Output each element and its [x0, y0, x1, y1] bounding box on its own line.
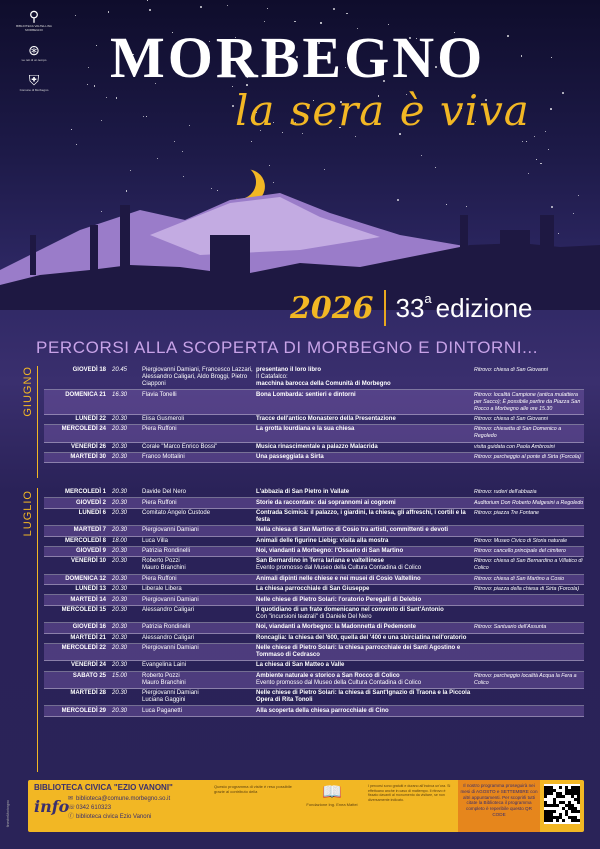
- event-meeting-point: Ritrovo: chiesa di San Giovanni: [474, 415, 548, 422]
- event-speaker: Flavia Tonelli: [142, 391, 177, 398]
- event-meeting-point: Ritrovo: chiesa di San Martino a Cosio: [474, 575, 565, 582]
- event-meeting-point: Ritrovo: chiesa di San Bernardino a Villatico di Colico: [474, 558, 583, 572]
- email-icon: ✉: [68, 796, 74, 802]
- event-title: [256, 444, 474, 451]
- seal-icon: ⊛: [28, 42, 40, 58]
- event-title: [256, 510, 474, 524]
- star: [294, 21, 296, 23]
- month-label-july: LUGLIO: [22, 490, 34, 537]
- event-day: MARTEDÌ 14: [70, 596, 106, 603]
- event-title: [256, 576, 474, 583]
- event-meeting-point: Ritrovo: Museo Civico di Storia naturale: [474, 537, 568, 544]
- event-time: 15.00: [112, 672, 128, 679]
- event-time: 20.30: [112, 645, 128, 652]
- star: [130, 170, 131, 171]
- event-title: [256, 416, 474, 423]
- event-speaker: Patrizia Rondinelli: [142, 548, 191, 555]
- schedule-row: [44, 575, 584, 585]
- event-day: DOMENICA 12: [65, 575, 106, 582]
- event-day: LUNEDÌ 22: [75, 415, 106, 422]
- month-label-june: GIUGNO: [22, 366, 34, 417]
- star: [232, 105, 234, 107]
- schedule-row: [44, 537, 584, 547]
- event-meeting-point: Ritrovo: parcheggio al ponte di Sirta (Forcola): [474, 454, 581, 461]
- star: [562, 92, 564, 94]
- contact-list: [68, 795, 170, 822]
- star: [108, 11, 109, 12]
- star: [146, 116, 147, 117]
- event-meeting-point: [474, 690, 584, 704]
- event-meeting-point: Ritrovo: località Campione (antica mulattiera per Sacco); È possibile partire da Piazza San Rocco a Morbegno alle ore 15.30: [474, 391, 581, 412]
- event-meeting-point: Ritrovo: chiesetta di San Domenico a Regoledo: [474, 426, 562, 440]
- event-time: 20.30: [112, 624, 128, 631]
- event-title-main: Musica rinascimentale a palazzo Malacrida: [256, 443, 378, 450]
- event-title-main: presentano il loro libro: [256, 367, 322, 374]
- event-day: MARTEDÌ 28: [70, 690, 106, 697]
- event-day: VENERDÌ 24: [70, 662, 106, 669]
- event-day: LUNEDÌ 13: [75, 586, 106, 593]
- event-title-main: Nelle chiese di Pietro Solari: la chiesa di Sant'Ignazio di Traona e la Piccola Opera di Rita Tonoli: [256, 690, 471, 704]
- program-continues-note: Il nostro programma proseguirà nei mesi di AGOSTO e SETTEMBRE con altri appuntamenti. Per scoprirli tutti citate la Biblioteca il programma completo è reperibile questo QR CODE: [458, 780, 540, 832]
- event-title-main: La grotta lourdiana e la sua chiesa: [256, 426, 355, 433]
- event-title: [256, 392, 474, 413]
- star: [333, 8, 335, 10]
- event-title: [256, 690, 474, 704]
- event-day: MARTEDÌ 30: [70, 454, 106, 461]
- star: [143, 116, 144, 117]
- star: [182, 151, 183, 152]
- event-title-main: Alla scoperta della chiesa parrocchiale di Cino: [256, 707, 389, 714]
- event-title: [256, 500, 474, 507]
- event-meeting-point: Ritrovo: chiesa di San Giovanni: [474, 367, 548, 374]
- star: [189, 125, 190, 126]
- event-meeting-point: Ritrovo: cancello principale del cimitero: [474, 548, 566, 555]
- event-title-main: Contrada Scimicà: il palazzo, i giardini, la chiesa, gli affreschi, i cortili e la festa: [256, 509, 466, 523]
- qr-module: [553, 810, 556, 813]
- event-day: MARTEDÌ 21: [70, 634, 106, 641]
- library-name: BIBLIOTECA CIVICA "EZIO VANONI": [34, 783, 173, 792]
- star: [75, 15, 76, 16]
- event-time: 20.30: [112, 415, 128, 422]
- event-day: MERCOLEDÌ 1: [64, 489, 106, 496]
- event-meeting-point: visita guidata con Paola Ambrosini: [474, 443, 555, 450]
- event-title: [256, 454, 474, 461]
- event-day: MERCOLEDÌ 22: [61, 645, 106, 652]
- schedule-row: [44, 595, 584, 605]
- event-title-main: Il quotidiano di un frate domenicano nel convento di Sant'Antonio: [256, 606, 444, 613]
- event-day: GIOVEDÌ 2: [75, 499, 106, 506]
- star: [355, 136, 356, 137]
- event-title: [256, 538, 474, 545]
- event-meeting-point: [474, 597, 584, 604]
- event-meeting-point: [474, 527, 584, 534]
- star: [227, 5, 228, 6]
- schedule-row: [44, 488, 584, 498]
- coat-of-arms-icon: ⛨: [28, 72, 40, 88]
- event-day: MERCOLEDÌ 29: [61, 707, 106, 714]
- info-label: info: [34, 797, 70, 816]
- event-title-main: Bona Lombarda: sentieri e dintorni: [256, 391, 356, 398]
- event-title: [256, 708, 474, 715]
- event-title: [256, 624, 474, 631]
- star: [324, 169, 325, 170]
- star: [551, 57, 552, 58]
- event-time: 20.30: [112, 499, 128, 506]
- event-meeting-point: Ritrovo: parcheggio località Acqua la Fera a Colico: [474, 672, 577, 686]
- event-title-main: La chiesa parrocchiale di San Giuseppe: [256, 586, 370, 593]
- event-title-main: Nelle chiese di Pietro Solari: la chiesa parrocchiale dei Santi Agostino e Tommaso di Cedrasco: [256, 645, 461, 659]
- star: [534, 136, 535, 137]
- event-speaker: Liberale Libera: [142, 586, 182, 593]
- qr-module: [550, 819, 553, 822]
- schedule-row: [44, 547, 584, 557]
- schedule-row: [44, 453, 584, 463]
- event-time: 20.30: [112, 606, 128, 613]
- event-meeting-point: Ritrovo: piazza della chiesa di Sirta (Forcola): [474, 586, 580, 593]
- event-day: GIOVEDÌ 16: [72, 624, 106, 631]
- event-meeting-point: Auditorium Don Roberto Malgesini a Regoledo: [474, 499, 584, 506]
- star: [435, 167, 436, 168]
- event-day: GIOVEDÌ 18: [72, 367, 106, 374]
- star: [87, 84, 88, 85]
- event-title: [256, 426, 474, 440]
- schedule-row: [44, 390, 584, 414]
- star: [526, 141, 527, 142]
- event-speaker: Luca Paganetti: [142, 707, 183, 714]
- event-speaker: Piergiovanni Damiani Luciana Gaggini: [142, 690, 199, 704]
- event-time: 20.30: [112, 509, 128, 516]
- qr-module: [559, 786, 562, 789]
- event-title: [256, 548, 474, 555]
- event-meeting-point: Ritrovo: ruderi dell'abbazia: [474, 489, 537, 496]
- event-day: VENERDÌ 10: [70, 558, 106, 565]
- schedule-row: [44, 366, 584, 390]
- event-meeting-point: [474, 645, 584, 659]
- event-day: SABATO 25: [72, 672, 106, 679]
- qr-module: [556, 819, 559, 822]
- event-title: [256, 586, 474, 593]
- library-phone[interactable]: 0342 610323: [76, 805, 112, 811]
- star: [157, 158, 158, 159]
- event-speaker: Piergiovanni Damiani, Francesco Lazzari, Alessandro Caligari, Aldo Broggi, Pietro Ciapponi: [142, 367, 253, 388]
- star: [149, 9, 151, 11]
- star: [76, 144, 77, 145]
- partner-logos: [14, 8, 54, 102]
- schedule-row: [44, 661, 584, 671]
- schedule-row: [44, 415, 584, 425]
- event-speaker: Comitato Angelo Custode: [142, 509, 211, 516]
- event-day: VENERDÌ 26: [70, 443, 106, 450]
- event-title-main: Nelle chiese di Pietro Solari: l'oratorio Peregalli di Delebio: [256, 596, 422, 603]
- event-title-note: Evento promosso dal Museo della Cultura Contadina di Colico: [256, 679, 422, 686]
- event-day: MARTEDÌ 7: [73, 527, 106, 534]
- qr-module: [556, 804, 559, 807]
- schedule-row: [44, 557, 584, 574]
- event-title-main: Animali delle figurine Liebig: visita alla mostra: [256, 537, 389, 544]
- star: [106, 97, 107, 98]
- event-title: [256, 635, 474, 642]
- event-speaker: Roberto Pozzi Mauro Branchini: [142, 558, 186, 572]
- star: [507, 35, 509, 37]
- qr-module: [577, 810, 580, 813]
- event-title-extra: macchina barocca della Comunità di Morbegno: [256, 381, 391, 388]
- event-title-main: Una passeggiata a Sirta: [256, 454, 324, 461]
- event-title-note: Il Catafalco:: [256, 374, 288, 381]
- event-day: DOMENICA 21: [65, 391, 106, 398]
- event-day: GIOVEDÌ 9: [75, 548, 106, 555]
- event-meeting-point: [474, 708, 584, 715]
- event-time: 20.30: [112, 634, 128, 641]
- event-time: 20.30: [112, 558, 128, 565]
- star: [147, 0, 148, 1]
- event-title: [256, 527, 474, 534]
- event-title-main: Noi, viandanti a Morbegno: la Madonnetta di Pedemonte: [256, 624, 417, 631]
- event-meeting-point: Ritrovo: piazza Tre Fontane: [474, 509, 539, 516]
- star: [522, 141, 523, 142]
- event-title-main: Storie da raccontare: dai soprannomi ai cognomi: [256, 499, 396, 506]
- event-title-note: Con "incursioni teatrali" di Daniele Del Nero: [256, 613, 372, 620]
- qr-module: [562, 819, 565, 822]
- star: [71, 129, 72, 130]
- event-title-main: L'abbazia di San Pietro in Vallate: [256, 489, 350, 496]
- event-speaker: Alessandro Caligari: [142, 634, 195, 641]
- library-logo: ⚲ BIBLIOTECA VALTELLINA MORBEGNO: [14, 8, 54, 32]
- event-time: 18.00: [112, 537, 128, 544]
- star: [174, 141, 175, 142]
- schedule-row: [44, 706, 584, 716]
- qr-module: [550, 792, 553, 795]
- star: [116, 97, 118, 99]
- event-time: 20.30: [112, 443, 128, 450]
- event-speaker: Corale "Marco Enrico Bossi": [142, 443, 218, 450]
- star: [200, 6, 202, 8]
- event-title-main: Roncaglia: la chiesa del '600, quella del '400 e una sbirciatina nell'oratorio: [256, 634, 467, 641]
- event-speaker: Piera Ruffoni: [142, 575, 177, 582]
- event-title: [256, 558, 474, 572]
- schedule-row: [44, 425, 584, 442]
- event-title-main: Nella chiesa di San Martino di Cosio tra artisti, committenti e devoti: [256, 527, 449, 534]
- library-email[interactable]: biblioteca@comune.morbegno.so.it: [76, 796, 171, 802]
- event-time: 20.30: [112, 548, 128, 555]
- event-meeting-point: [474, 635, 584, 642]
- qr-module: [577, 819, 580, 822]
- poster-title: MORBEGNO: [110, 25, 486, 90]
- event-time: 20.45: [112, 367, 128, 374]
- edition-number: 33: [395, 292, 425, 323]
- rete-logo: ⊛ Le reti di un tempo: [14, 42, 54, 62]
- phone-icon: ☏: [68, 805, 76, 811]
- event-speaker: Evangelina Laini: [142, 662, 187, 669]
- event-time: 20.30: [112, 426, 128, 433]
- star: [550, 108, 552, 110]
- edition-divider: [384, 290, 386, 326]
- edition-banner: [290, 290, 533, 326]
- event-time: 16.30: [112, 391, 128, 398]
- qr-module: [577, 801, 580, 804]
- library-social[interactable]: biblioteca civica Ezio Vanoni: [76, 814, 152, 820]
- event-speaker: Piergiovanni Damiani: [142, 596, 199, 603]
- month-divider-july: [37, 488, 38, 772]
- event-speaker: Davide Del Nero: [142, 489, 187, 496]
- qr-module: [544, 795, 547, 798]
- visit-notes: I percorsi sono gratuiti e durano all'incirca un'ora. Si effettuano anche in caso di maltempo. Il ritrovo è fissato davanti al monumento da visitare, se non diversamente indicato.: [368, 784, 451, 802]
- library-logo-icon: ⚲: [28, 8, 40, 24]
- schedule-row: [44, 498, 584, 508]
- event-day: LUNEDÌ 6: [78, 509, 106, 516]
- schedule-row: [44, 606, 584, 623]
- star: [521, 55, 522, 56]
- event-speaker: Piera Ruffoni: [142, 426, 177, 433]
- star: [267, 8, 268, 9]
- event-title-main: San Bernardino in Terra lariana e valtellinese: [256, 558, 384, 565]
- star: [94, 85, 95, 86]
- event-title-main: La chiesa di San Matteo a Valle: [256, 662, 345, 669]
- star: [346, 13, 347, 14]
- schedule-row: [44, 672, 584, 689]
- schedule-row: [44, 509, 584, 526]
- event-time: 20.30: [112, 527, 128, 534]
- footer-info-box: [28, 780, 584, 832]
- event-speaker: Piergiovanni Damiani: [142, 527, 199, 534]
- event-day: MERCOLEDÌ 15: [61, 606, 106, 613]
- qr-code[interactable]: [544, 784, 580, 824]
- event-title-note: Evento promosso dal Museo della Cultura Contadina di Colico: [256, 565, 422, 572]
- star: [545, 131, 547, 133]
- event-title: [256, 673, 474, 687]
- schedule-row: [44, 623, 584, 633]
- event-title: [256, 597, 474, 604]
- event-speaker: Franco Mottalini: [142, 454, 185, 461]
- event-speaker: Alessandro Caligari: [142, 606, 195, 613]
- event-speaker: Piera Ruffoni: [142, 499, 177, 506]
- july-rows: [44, 488, 584, 717]
- june-rows: [44, 366, 584, 463]
- library-contacts: [34, 783, 182, 820]
- program-headline: PERCORSI ALLA SCOPERTA DI MORBEGNO E DINTORNI...: [36, 338, 539, 357]
- event-title: [256, 607, 474, 621]
- event-title: [256, 662, 474, 669]
- event-speaker: Elisa Gusmeroli: [142, 415, 185, 422]
- star: [269, 165, 270, 166]
- book-icon: 📖: [322, 784, 342, 801]
- event-speaker: Patrizia Rondinelli: [142, 624, 191, 631]
- event-day: MERCOLEDÌ 8: [64, 537, 106, 544]
- event-title-main: Animali dipinti nelle chiese e nei musei di Cosio Valtellino: [256, 575, 421, 582]
- schedule-row: [44, 689, 584, 706]
- sponsor-note: Questo programma di visite è reso possibile grazie al contributo della: [214, 784, 292, 794]
- social-icon: ⓕ: [68, 814, 75, 820]
- event-meeting-point: [474, 607, 584, 621]
- event-title: [256, 489, 474, 496]
- event-title-main: Tracce dell'antico Monastero della Presentazione: [256, 415, 396, 422]
- star: [540, 163, 541, 164]
- event-title: [256, 367, 474, 388]
- foundation-logo: 📖 Fondazione Ing. Enea Mattei: [298, 784, 366, 807]
- schedule-row: [44, 634, 584, 644]
- edition-word: edizione: [435, 292, 533, 323]
- edition-ordinal: a: [424, 290, 432, 306]
- event-meeting-point: [474, 662, 584, 669]
- month-divider-june: [37, 366, 38, 478]
- event-time: 20.30: [112, 690, 128, 697]
- star: [548, 149, 549, 150]
- schedule-row: [44, 644, 584, 661]
- schedule-row: [44, 526, 584, 536]
- event-time: 20.30: [112, 662, 128, 669]
- event-time: 20.30: [112, 596, 128, 603]
- star: [264, 21, 265, 22]
- poster-subtitle: la sera è viva: [235, 86, 530, 135]
- event-speaker: Roberto Pozzi Mauro Branchini: [142, 672, 186, 686]
- event-time: 20.30: [112, 707, 128, 714]
- event-meeting-point: Ritrovo: Santuario dell'Assunta: [474, 624, 547, 631]
- comune-logo: ⛨ Comune di Morbegno: [14, 72, 54, 92]
- edition-year: 2026: [290, 290, 374, 326]
- event-title-main: Ambiente naturale e storico a San Rocco di Colico: [256, 672, 400, 679]
- star: [101, 120, 102, 121]
- star: [536, 159, 537, 160]
- event-time: 20.30: [112, 454, 128, 461]
- event-title-main: Noi, viandanti a Morbegno: l'Ossario di San Martino: [256, 548, 404, 555]
- schedule-row: [44, 443, 584, 453]
- event-speaker: Piergiovanni Damiani: [142, 645, 199, 652]
- event-title: [256, 645, 474, 659]
- event-day: MERCOLEDÌ 24: [61, 426, 106, 433]
- star: [421, 155, 422, 156]
- event-speaker: Luca Villa: [142, 537, 168, 544]
- schedule-row: [44, 585, 584, 595]
- star: [88, 67, 89, 68]
- event-time: 20.30: [112, 489, 128, 496]
- star: [96, 45, 97, 46]
- event-time: 20.30: [112, 575, 128, 582]
- event-time: 20.30: [112, 586, 128, 593]
- side-credit: finestreMorbegno: [6, 800, 10, 828]
- qr-module: [562, 795, 565, 798]
